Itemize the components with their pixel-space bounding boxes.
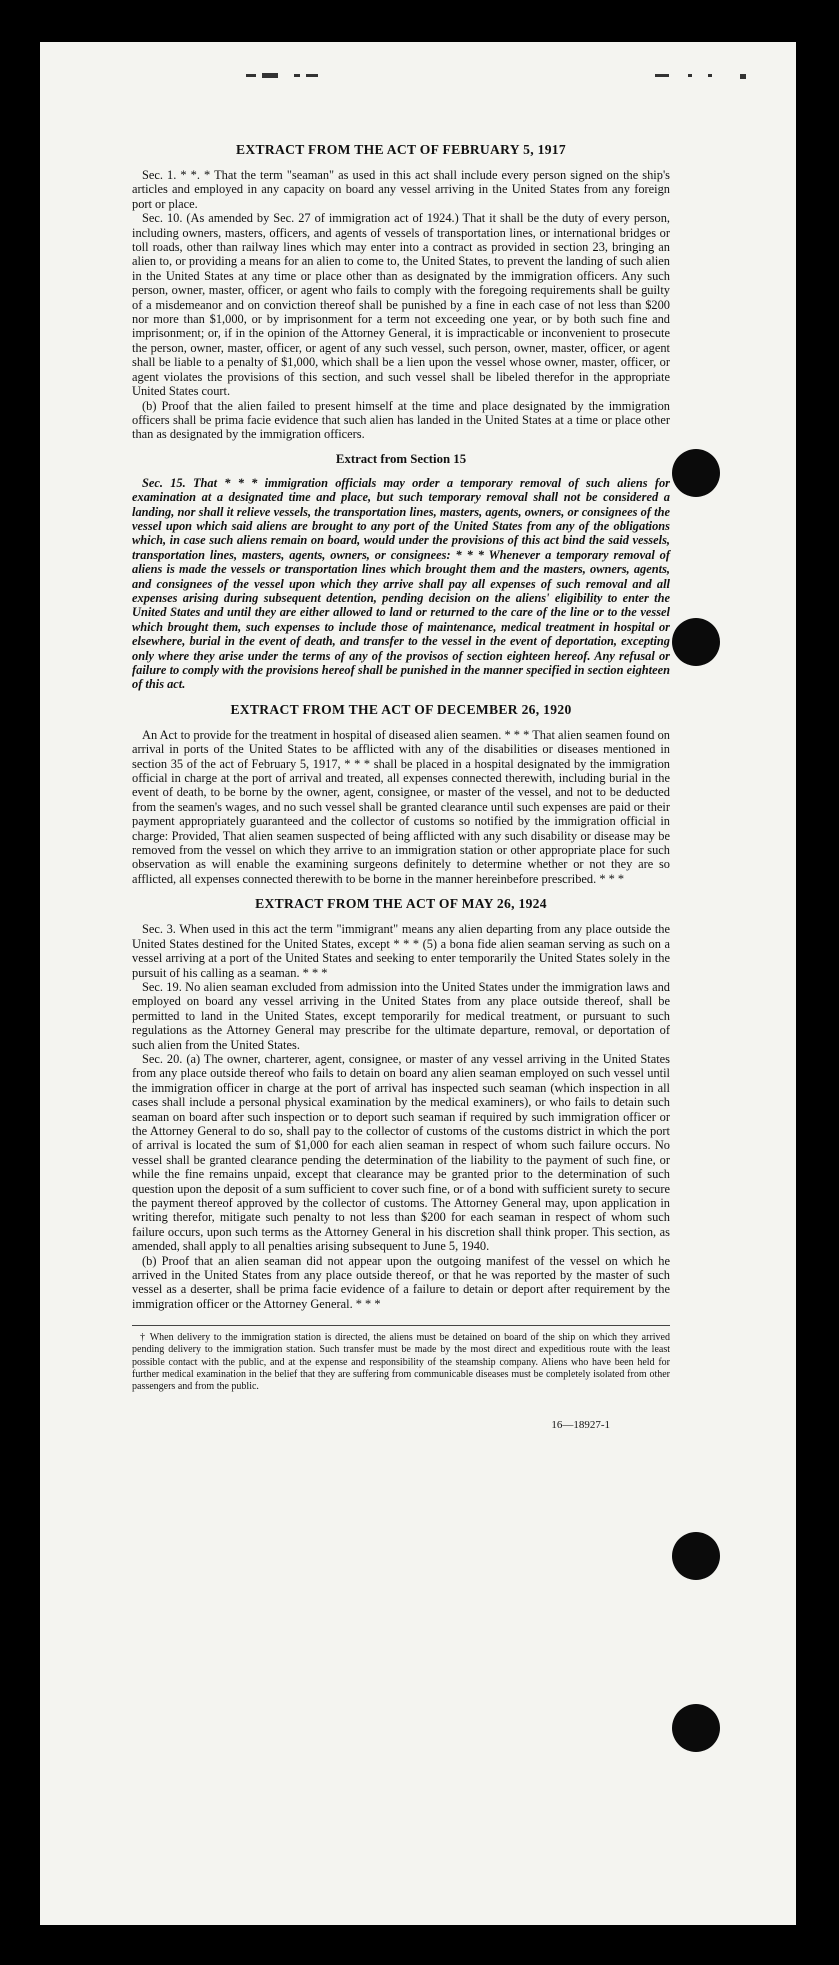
- document-page: [40, 42, 796, 1925]
- paragraph: Sec. 3. When used in this act the term "immigrant" means any alien departing from any place outside the United States destined for the United States, except * * * (5) a bona fide alien seaman serving as such on a vessel arriving at a port of the United States and seeking to enter temporarily the United States solely in the pursuit of his calling as a seaman. * * *: [132, 922, 670, 980]
- paragraph: (b) Proof that an alien seaman did not appear upon the outgoing manifest of the vessel on which he arrived in the United States from any place outside thereof, or that he was reported by the master of such vessel as a deserter, shall be prima facie evidence of a failure to detain or deport after requirement by the immigration officer or the Attorney General. * * *: [132, 1253, 670, 1311]
- punch-hole: [672, 1532, 720, 1580]
- section-15-extract: [132, 452, 670, 692]
- paragraph: Sec. 20. (a) The owner, charterer, agent, consignee, or master of any vessel arriving in the United States from any place outside thereof who fails to detain on board any alien seaman employed on such vessel until the immigration officer in charge at the port of arrival has inspected such seaman (which inspection in all cases shall include a personal physical examination by the medical examiners), or who fails to detain such seaman on board after such inspection or to deport such seaman if required by such immigration officer or the Attorney General to do so, shall pay to the collector of customs of the customs district in which the port of arrival is located the sum of $1,000 for each alien seaman in respect of whom such failure occurs. No vessel shall be granted clearance pending the determination of the liability to the payment of such fine, or while the fine remains unpaid, except that clearance may be granted prior to the determination of such question upon the deposit of a sum sufficient to cover such fine, or of a bond with sufficient surety to secure the payment thereof approved by the collector of customs. The Attorney General may, upon application in writing therefor, mitigate such penalty to not less than $200 for each seaman in respect of whom such failure occurs, upon such terms as the Attorney General in his discretion shall think proper. This section, as amended, shall apply to all penalties arising subsequent to June 5, 1940.: [132, 1051, 670, 1254]
- footnote: † When delivery to the immigration station is directed, the aliens must be detained on board of the ship on which they arrived pending delivery to the immigration station. Such transfer must be made by the most direct and expeditious route with the least possible contact with the public, and at the expense and responsibility of the steamship company. Aliens who have been held for further medical examination in the belief that they are suffering from communicable diseases must be completely isolated from other passengers and from the public.: [132, 1332, 670, 1393]
- section-act-1920: [132, 702, 670, 886]
- punch-hole: [672, 1704, 720, 1752]
- punch-hole: [672, 449, 720, 497]
- footnote-divider: [132, 1325, 670, 1326]
- section-act-1917: [132, 142, 670, 442]
- section-act-1924: [132, 896, 670, 1311]
- document-body: [132, 142, 670, 1431]
- paragraph: (b) Proof that the alien failed to present himself at the time and place designated by the immigration officers shall be prima facie evidence that such alien has landed in the United States at a time or place other than as designated by the immigration officers.: [132, 398, 670, 442]
- paragraph: Sec. 19. No alien seaman excluded from admission into the United States under the immigration laws and employed on board any vessel arriving in the United States from any place outside thereof, shall be permitted to land in the United States, except temporarily for medical treatment, or pursuant to such regulations as the Attorney General may prescribe for the ultimate departure, removal, or deportation of such alien from the United States.: [132, 979, 670, 1052]
- punch-hole: [672, 618, 720, 666]
- top-print-marks: [40, 70, 796, 84]
- paragraph: An Act to provide for the treatment in hospital of diseased alien seamen. * * * That alien seamen found on arrival in ports of the United States to be afflicted with any of the disabilities or diseases mentioned in section 35 of the act of February 5, 1917, * * * shall be placed in a hospital designated by the immigration official in charge at the port of arrival and treated, all expenses connected therewith, including burial in the event of death, to be borne by the owner, agent, consignee, or master of the vessel, and not to be deducted from the seamen's wages, and no such vessel shall be granted clearance until such expenses are paid or their payment appropriately guaranteed and the collector of customs so notified by the immigration official in charge: Provided, That alien seamen suspected of being afflicted with any such disability or disease may be removed from the vessel on which they arrive to an immigration station or other appropriate place for such observation as will enable the examining surgeons definitely to determine whether or not they are so afflicted, all expenses connected therewith to be borne in the manner hereinbefore prescribed. * * *: [132, 727, 670, 886]
- paragraph: Sec. 15. That * * * immigration officials may order a temporary removal of such aliens for examination at a designated time and place, but such temporary removal shall not be considered a landing, nor shall it relieve vessels, the transportation lines, masters, agents, owners, or consignees of the vessel upon which said aliens are brought to any port of the United States from any of the obligations which, in case such aliens remain on board, would under the provisions of this act bind the said vessels, transportation lines, masters, agents, owners, or consignees: * * * Whenever a temporary removal of aliens is made the vessels or transportation lines which brought them and the masters, owners, agents, and consignees of the vessel upon which they arrive shall pay all expenses of such removal and all expenses arising during subsequent detention, pending decision on the aliens' eligibility to enter the United States and until they are either allowed to land or returned to the care of the line or to the vessel which brought them, such expenses to include those of maintenance, medical treatment in hospital or elsewhere, burial in the event of death, and transfer to the vessel in the event of deportation, excepting only where they arise under the terms of any of the provisos of section eighteen hereof. Any refusal or failure to comply with the provisions hereof shall be punished in the manner specified in section eighteen of this act.: [132, 475, 670, 692]
- print-code: 16—18927-1: [551, 1419, 610, 1432]
- section-heading: EXTRACT FROM THE ACT OF MAY 26, 1924: [255, 896, 547, 912]
- section-heading: Extract from Section 15: [335, 451, 467, 466]
- paragraph: Sec. 10. (As amended by Sec. 27 of immigration act of 1924.) That it shall be the duty of every person, including owners, masters, officers, and agents of vessels of transportation lines, or international bridges or toll roads, other than railway lines which may enter into a contract as provided in section 23, bringing an alien to, or providing a means for an alien to come to, the United States, to prevent the landing of such alien in the United States at any time or place other than as designated by the immigration officers. Any such person, owner, master, officer, or agent who fails to comply with the foregoing requirements shall be guilty of a misdemeanor and on conviction thereof shall be punished by a fine in each case of not less than $200 nor more than $1,000, or by imprisonment for a term not exceeding one year, or by both such fine and imprisonment; or, if in the opinion of the Attorney General, it is impracticable or inconvenient to prosecute the person, owner, master, officer, or agent of any such vessel, such person, owner, master, officer, or agent shall be liable to a penalty of $1,000, which shall be a lien upon the vessel whose owner, master, officer, or agent violates the provisions of this section, and such vessel shall be libeled therefor in the appropriate United States court.: [132, 211, 670, 399]
- section-heading: EXTRACT FROM THE ACT OF FEBRUARY 5, 1917: [236, 142, 566, 157]
- paragraph: Sec. 1. * *. * That the term "seaman" as used in this act shall include every person signed on the ship's articles and employed in any capacity on board any vessel arriving in the United States from any foreign port or place.: [132, 168, 670, 211]
- section-heading: EXTRACT FROM THE ACT OF DECEMBER 26, 1920: [230, 701, 572, 717]
